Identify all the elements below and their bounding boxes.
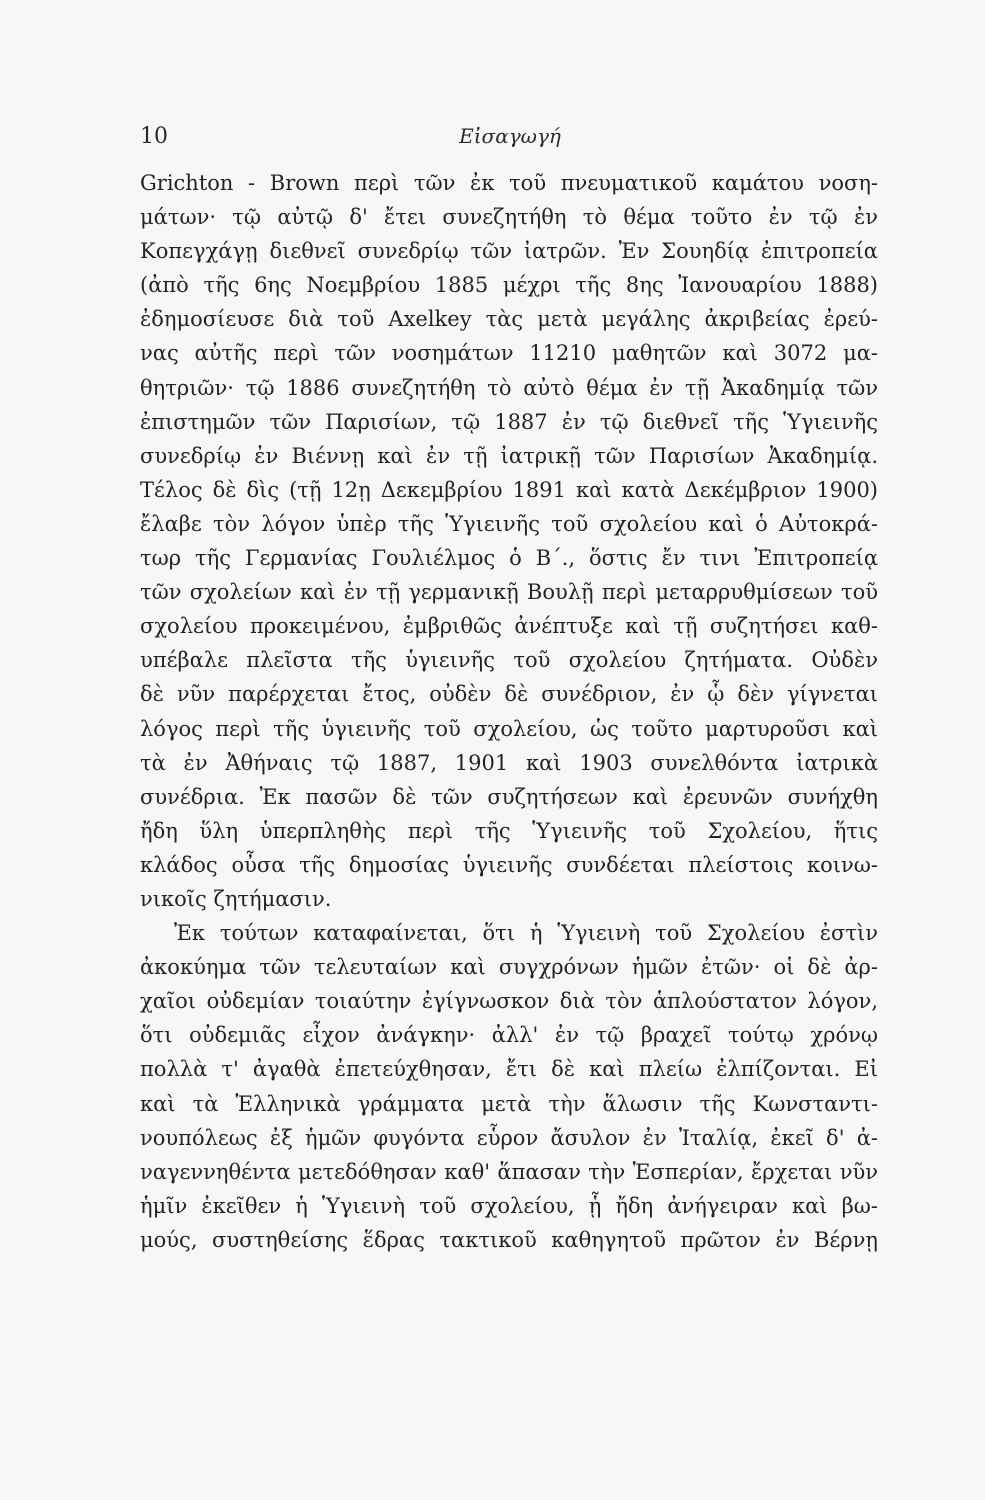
text-line: υπέβαλε πλεῖστα τῆς ὑγιεινῆς τοῦ σχολείου ζητήματα. Οὐδὲν	[140, 648, 878, 673]
text-line: ἐπιστημῶν τῶν Παρισίων, τῷ 1887 ἐν τῷ διεθνεῖ τῆς Ὑγιεινῆς	[140, 409, 878, 434]
text-line: τῶν σχολείων καὶ ἐν τῇ γερμανικῇ Βουλῇ περὶ μεταρρυθμίσεων τοῦ	[140, 580, 878, 605]
text-line: ναγεννηθέντα μετεδόθησαν καθ' ἅπασαν τὴν Ἑσπερίαν, ἔρχεται νῦν	[140, 1159, 878, 1184]
text-line: νας αὐτῆς περὶ τῶν νοσημάτων 11210 μαθητῶν καὶ 3072 μα-	[140, 341, 878, 366]
text-line: δὲ νῦν παρέρχεται ἔτος, οὐδὲν δὲ συνέδριον, ἐν ᾧ δὲν γίγνεται	[140, 682, 878, 707]
text-line: νουπόλεως ἐξ ἡμῶν φυγόντα εὗρον ἄσυλον ἐν Ἰταλίᾳ, ἐκεῖ δ' ἀ-	[140, 1125, 878, 1150]
text-line: συνέδρια. Ἐκ πασῶν δὲ τῶν συζητήσεων καὶ ἐρευνῶν συνήχθη	[140, 784, 878, 809]
text-line: συνεδρίῳ ἐν Βιέννῃ καὶ ἐν τῇ ἰατρικῇ τῶν Παρισίων Ἀκαδημίᾳ.	[140, 443, 878, 468]
text-line: καὶ τὰ Ἑλληνικὰ γράμματα μετὰ τὴν ἅλωσιν τῆς Κωνσταντι-	[140, 1091, 878, 1116]
text-line: ἐδημοσίευσε διὰ τοῦ Axelkey τὰς μετὰ μεγάλης ἀκριβείας ἐρεύ-	[140, 307, 878, 332]
text-line: μάτων· τῷ αὐτῷ δ' ἔτει συνεζητήθη τὸ θέμα τοῦτο ἐν τῷ ἐν	[140, 205, 878, 230]
text-line: Grichton - Brown περὶ τῶν ἐκ τοῦ πνευματικοῦ καμάτου νοση-	[140, 171, 878, 195]
text-line: σχολείου προκειμένου, ἐμβριθῶς ἀνέπτυξε καὶ τῇ συζητήσει καθ-	[140, 614, 878, 639]
text-line: Τέλος δὲ δὶς (τῇ 12ῃ Δεκεμβρίου 1891 καὶ κατὰ Δεκέμβριον 1900)	[140, 477, 878, 502]
text-line: θητριῶν· τῷ 1886 συνεζητήθη τὸ αὐτὸ θέμα ἐν τῇ Ἀκαδημίᾳ τῶν	[140, 375, 878, 400]
text-line: νικοῖς ζητήμασιν.	[140, 886, 332, 911]
text-line: ἤδη ὕλη ὑπερπληθὴς περὶ τῆς Ὑγιεινῆς τοῦ Σχολείου, ἥτις	[140, 818, 878, 843]
text-line: ἀκοκύημα τῶν τελευταίων καὶ συγχρόνων ἡμῶν ἐτῶν· οἱ δὲ ἀρ-	[140, 955, 878, 980]
text-line: τωρ τῆς Γερμανίας Γουλιέλμος ὁ Β΄., ὅστις ἔν τινι Ἐπιτροπείᾳ	[140, 546, 878, 571]
running-title: Εἰσαγωγή	[459, 124, 561, 148]
body-text	[140, 166, 878, 1257]
text-line: Κοπεγχάγῃ διεθνεῖ συνεδρίῳ τῶν ἰατρῶν. Ἐν Σουηδίᾳ ἐπιτροπεία	[140, 239, 878, 264]
text-line: πολλὰ τ' ἀγαθὰ ἐπετεύχθησαν, ἔτι δὲ καὶ πλείω ἐλπίζονται. Εἰ	[140, 1057, 878, 1082]
text-line: ἔλαβε τὸν λόγον ὑπὲρ τῆς Ὑγιεινῆς τοῦ σχολείου καὶ ὁ Αὐτοκρά-	[140, 511, 878, 536]
text-line: τὰ ἐν Ἀθήναις τῷ 1887, 1901 καὶ 1903 συνελθόντα ἰατρικὰ	[140, 750, 878, 775]
text-line: ἡμῖν ἐκεῖθεν ἡ Ὑγιεινὴ τοῦ σχολείου, ᾗ ἤδη ἀνήγειραν καὶ βω-	[140, 1193, 878, 1218]
paragraph-start-line: Ἐκ τούτων καταφαίνεται, ὅτι ἡ Ὑγιεινὴ τοῦ Σχολείου ἐστὶν	[174, 921, 878, 946]
text-line: (ἀπὸ τῆς 6ης Νοεμβρίου 1885 μέχρι τῆς 8ης Ἰανουαρίου 1888)	[140, 273, 878, 298]
text-line: χαῖοι οὐδεμίαν τοιαύτην ἐγίγνωσκον διὰ τὸν ἁπλούστατον λόγον,	[140, 989, 878, 1014]
text-line: κλάδος οὖσα τῆς δημοσίας ὑγιεινῆς συνδέεται πλείστοις κοινω-	[140, 852, 878, 877]
text-line: λόγος περὶ τῆς ὑγιεινῆς τοῦ σχολείου, ὡς τοῦτο μαρτυροῦσι καὶ	[140, 716, 878, 741]
page-number: 10	[140, 124, 168, 149]
text-line: ὅτι οὐδεμιᾶς εἶχον ἀνάγκην· ἀλλ' ἐν τῷ βραχεῖ τούτῳ χρόνῳ	[140, 1023, 878, 1048]
text-line: μούς, συστηθείσης ἕδρας τακτικοῦ καθηγητοῦ πρῶτον ἐν Βέρνῃ	[140, 1227, 878, 1252]
